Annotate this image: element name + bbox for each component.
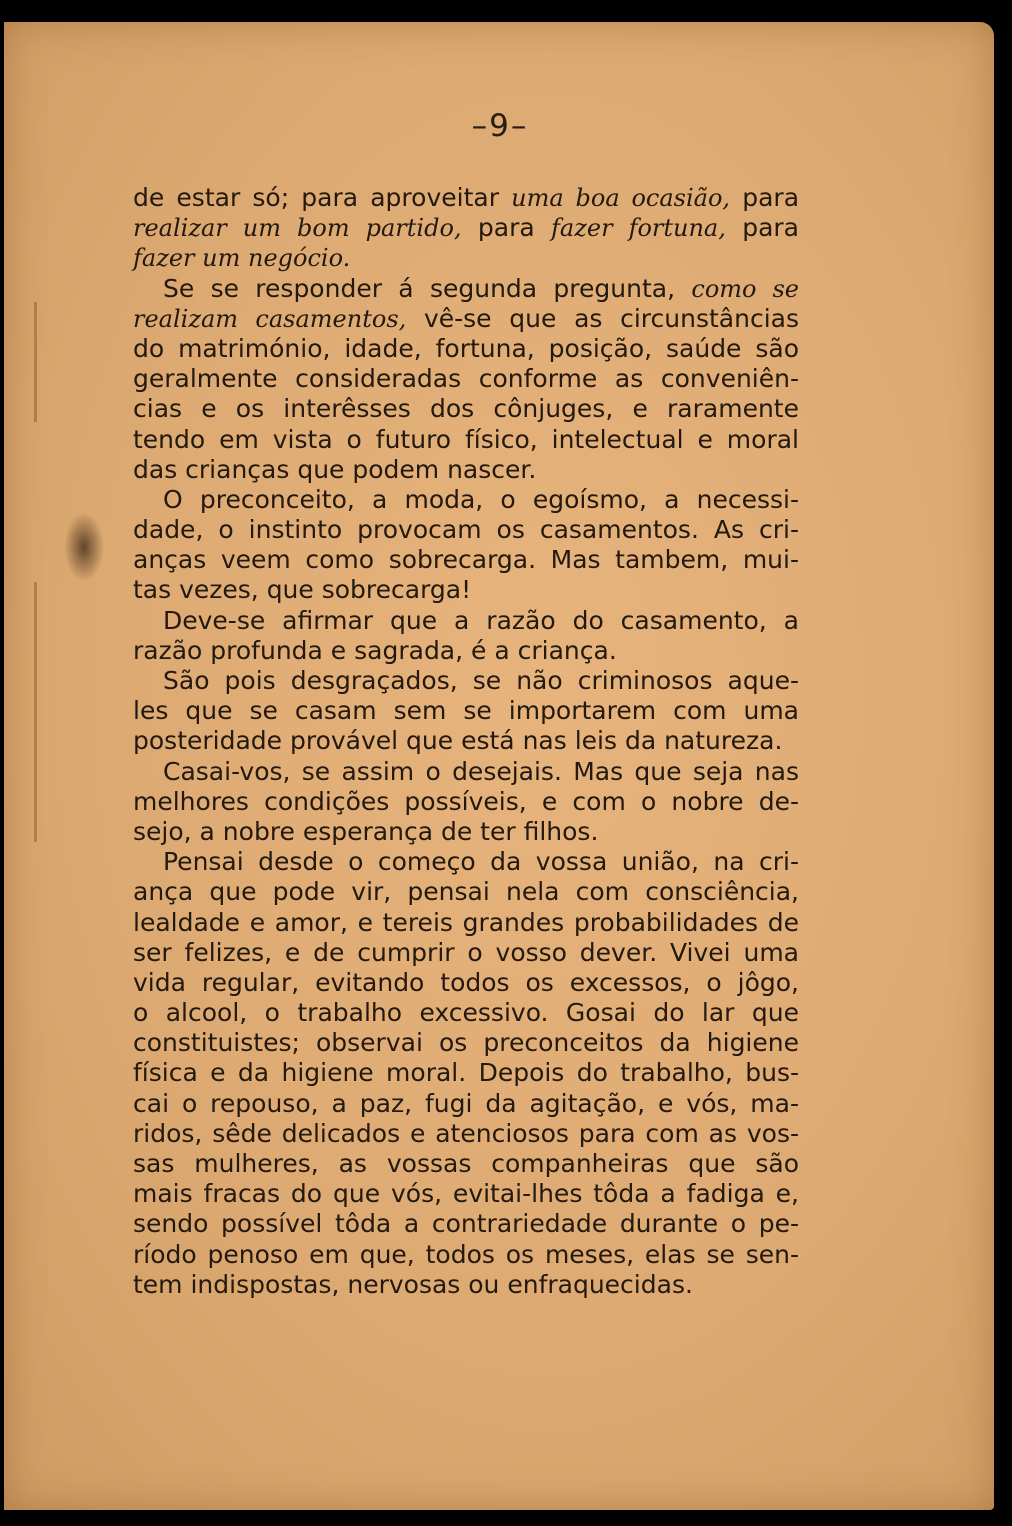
text-line <box>133 1089 799 1119</box>
text-segment: cai o repouso, a paz, fugi da agitação, e vós, ma- <box>133 1088 799 1118</box>
text-line <box>133 394 799 424</box>
text-line <box>133 968 799 998</box>
text-line <box>133 243 799 273</box>
text-segment: para <box>725 213 800 243</box>
text-segment: cias e os interêsses dos cônjuges, e raramente <box>133 394 799 424</box>
text-segment: les que se casam sem se importarem com uma <box>133 696 799 726</box>
text-segment: ser felizes, e de cumprir o vosso dever. Vivei uma <box>133 937 799 967</box>
text-segment: das crianças que podem nascer. <box>133 454 537 484</box>
text-segment: ridos, sêde delicados e atenciosos para com as vos- <box>133 1118 799 1148</box>
text-segment: tas vezes, que sobrecarga! <box>133 575 472 605</box>
text-segment: sejo, a nobre esperança de ter filhos. <box>133 816 599 846</box>
text-line <box>133 787 799 817</box>
text-line <box>133 1119 799 1149</box>
text-line <box>133 455 799 485</box>
text-line <box>133 817 799 847</box>
text-line <box>133 757 799 787</box>
text-segment: lealdade e amor, e tereis grandes probabilidades de <box>133 907 799 937</box>
text-segment: Casai-vos, se assim o desejais. Mas que seja nas <box>163 756 799 786</box>
text-segment: física e da higiene moral. Depois do trabalho, bus- <box>133 1058 799 1088</box>
text-segment: ríodo penoso em que, todos os meses, elas se sen- <box>133 1239 799 1269</box>
text-segment: posteridade provável que está nas leis da natureza. <box>133 726 783 756</box>
text-line <box>133 304 799 334</box>
text-line <box>133 364 799 394</box>
text-segment: dade, o instinto provocam os casamentos. As cri- <box>133 515 799 545</box>
text-segment: constituistes; observai os preconceitos da higiene <box>133 1028 799 1058</box>
text-line <box>133 485 799 515</box>
text-line <box>133 213 799 243</box>
text-line <box>133 1179 799 1209</box>
spine-stain <box>34 582 37 842</box>
text-line <box>133 1028 799 1058</box>
text-line <box>133 938 799 968</box>
text-segment: sendo possível tôda a contrariedade durante o pe- <box>133 1209 799 1239</box>
text-segment: anças veem como sobrecarga. Mas tambem, mui- <box>133 545 799 575</box>
text-segment: tem indispostas, nervosas ou enfraquecidas. <box>133 1269 693 1299</box>
text-segment: vê-se que as circunstâncias <box>406 303 799 333</box>
text-line <box>133 696 799 726</box>
text-line <box>133 998 799 1028</box>
text-segment: sas mulheres, as vossas companheiras que são <box>133 1149 799 1178</box>
italic-text: realizam casamentos, <box>133 304 407 333</box>
text-line <box>133 1209 799 1239</box>
spine-stain <box>34 302 37 422</box>
text-line <box>133 726 799 756</box>
text-line <box>133 636 799 666</box>
text-line <box>133 1058 799 1088</box>
text-line <box>133 847 799 877</box>
text-line <box>133 877 799 907</box>
text-segment: vida regular, evitando todos os excessos, o jôgo, <box>133 967 799 997</box>
text-segment: para <box>461 213 552 243</box>
text-segment: Pensai desde o começo da vossa união, na cri- <box>163 847 799 877</box>
text-segment: São pois desgraçados, se não criminosos aque- <box>163 666 799 695</box>
italic-text: realizar um bom partido, <box>133 214 462 243</box>
text-segment: o alcool, o trabalho excessivo. Gosai do lar que <box>133 998 799 1028</box>
text-segment: Deve-se afirmar que a razão do casamento, a <box>163 605 799 635</box>
text-line <box>133 425 799 455</box>
page-number: –9– <box>471 108 529 144</box>
ink-smudge <box>64 512 104 582</box>
text-segment: para <box>730 183 800 212</box>
text-segment: ança que pode vir, pensai nela com consciência, <box>133 877 799 907</box>
text-line <box>133 1270 799 1300</box>
text-line <box>133 666 799 696</box>
text-line <box>133 274 799 304</box>
text-segment: geralmente consideradas conforme as conveniên- <box>133 364 799 394</box>
text-segment: do matrimónio, idade, fortuna, posição, saúde são <box>133 333 799 363</box>
text-segment: Se se responder á segunda pregunta, <box>163 273 692 303</box>
text-segment: razão profunda e sagrada, é a criança. <box>133 635 617 665</box>
text-segment: melhores condições possíveis, e com o nobre de- <box>133 786 799 816</box>
text-line <box>133 545 799 575</box>
text-segment: mais fracas do que vós, evitai-lhes tôda a fadiga e, <box>133 1179 799 1209</box>
italic-text: uma boa ocasião, <box>511 184 731 212</box>
italic-text: fazer fortuna, <box>551 214 726 243</box>
italic-text: fazer um negócio. <box>133 244 351 273</box>
text-line <box>133 183 799 213</box>
text-segment: O preconceito, a moda, o egoísmo, a necessi- <box>163 484 799 514</box>
text-segment: tendo em vista o futuro físico, intelectual e moral <box>133 424 799 454</box>
text-line <box>133 908 799 938</box>
text-line <box>133 606 799 636</box>
italic-text: como se <box>691 274 800 303</box>
text-line <box>133 1149 799 1179</box>
text-line <box>133 1240 799 1270</box>
text-line <box>133 575 799 605</box>
text-line <box>133 334 799 364</box>
text-line <box>133 515 799 545</box>
body-text <box>133 183 799 1300</box>
text-segment: de estar só; para aproveitar <box>133 183 512 212</box>
